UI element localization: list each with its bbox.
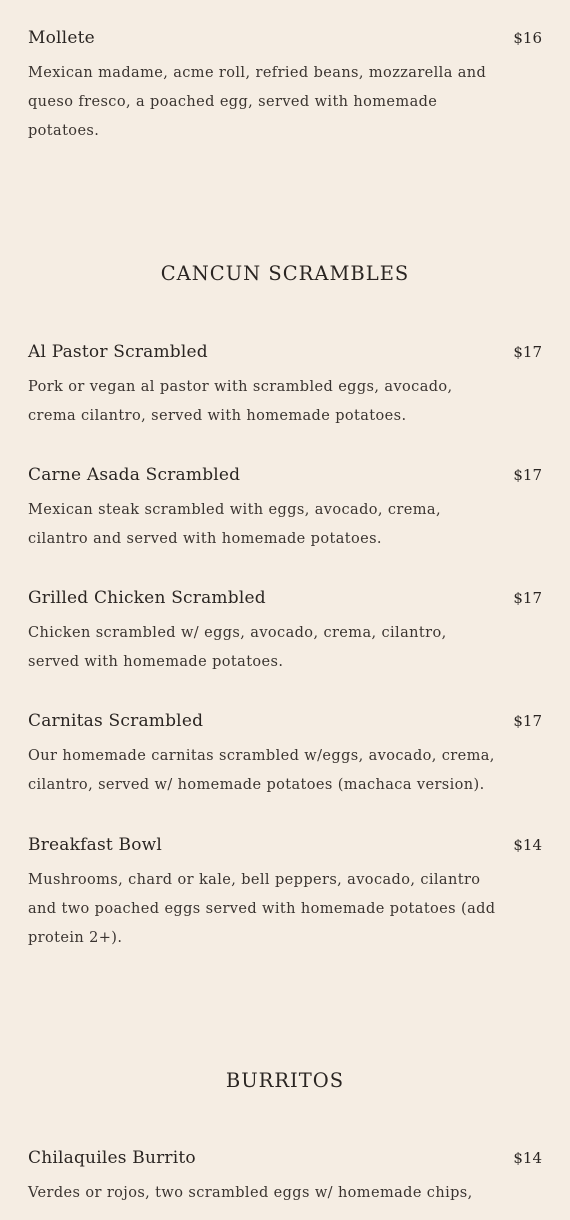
menu-item-header	[28, 28, 542, 52]
menu-item-name: Carne Asada Scrambled	[28, 465, 241, 485]
section-title-cancun-scrambles: CANCUN SCRAMBLES	[160, 262, 410, 285]
menu-item-price: $17	[513, 712, 542, 730]
menu-item-price: $17	[513, 343, 542, 361]
menu-item-header	[28, 588, 542, 612]
menu-item-description: Chicken scrambled w/ eggs, avocado, crema, cilantro, served with homemade potatoes.	[28, 625, 447, 670]
menu-item-price: $17	[513, 466, 542, 484]
menu-item-description: Mexican madame, acme roll, refried beans, mozzarella and queso fresco, a poached egg, served with homemade potatoes.	[28, 65, 487, 139]
menu-item-grilled-chicken-scrambled	[28, 588, 542, 677]
menu-item-price: $14	[513, 836, 542, 854]
menu-item-name: Breakfast Bowl	[28, 835, 163, 855]
menu-item-name: Carnitas Scrambled	[28, 711, 204, 731]
menu-item-price: $17	[513, 589, 542, 607]
menu-item-name: Chilaquiles Burrito	[28, 1148, 196, 1168]
menu-item-description: Mexican steak scrambled with eggs, avocado, crema, cilantro and served with homemade potatoes.	[28, 502, 441, 547]
menu-item-price: $16	[513, 29, 542, 47]
menu-item-name: Mollete	[28, 28, 95, 48]
menu-item-name: Al Pastor Scrambled	[28, 342, 208, 362]
menu-item-breakfast-bowl	[28, 835, 542, 953]
menu-item-header	[28, 835, 542, 859]
menu-item-header	[28, 1148, 542, 1172]
menu-item-description: Our homemade carnitas scrambled w/eggs, avocado, crema, cilantro, served w/ homemade potatoes (machaca version).	[28, 748, 495, 793]
menu-item-carnitas-scrambled	[28, 711, 542, 800]
menu-item-al-pastor-scrambled	[28, 342, 542, 431]
menu-item-mollete	[28, 28, 542, 146]
menu-item-chilaquiles-burrito	[28, 1148, 542, 1208]
menu-item-description: Verdes or rojos, two scrambled eggs w/ homemade chips,	[28, 1185, 473, 1201]
menu-item-description: Pork or vegan al pastor with scrambled eggs, avocado, crema cilantro, served with homemade potatoes.	[28, 379, 453, 424]
section-title-burritos: BURRITOS	[225, 1069, 345, 1092]
menu-item-description: Mushrooms, chard or kale, bell peppers, avocado, cilantro and two poached eggs served with homemade potatoes (add protein 2+).	[28, 872, 496, 946]
menu-item-header	[28, 465, 542, 489]
menu-item-header	[28, 711, 542, 735]
menu-item-header	[28, 342, 542, 366]
menu-item-name: Grilled Chicken Scrambled	[28, 588, 266, 608]
menu-item-price: $14	[513, 1149, 542, 1167]
menu-item-carne-asada-scrambled	[28, 465, 542, 554]
